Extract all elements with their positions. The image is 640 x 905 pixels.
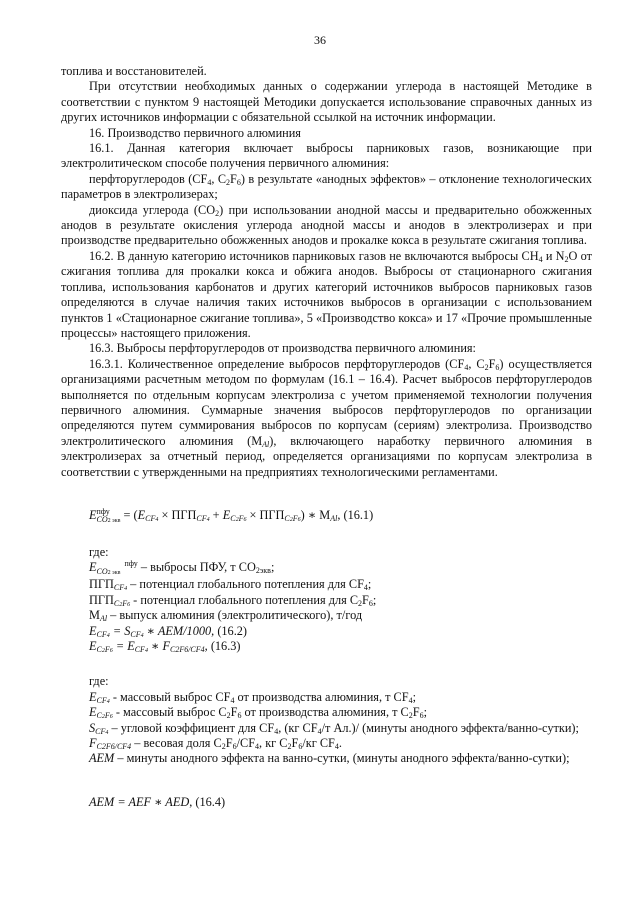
formula-16-2: $E_{CF4} = S_{CF4}$ ∗ AEM/1000, (16.2) — [89, 623, 248, 639]
paragraph-16-2: 16.2. В данную категорию источников парниковых газов не включаются выбросы $CH_4$ и $N_2O$ от сжигания топлива для прокалки кокса и обжига анодов. Выбросы от стационарного сжигания топлива, использования карбонатов и других категорий источников выбросов парниковых газов определяются в случае наличия таких источников выбросов в организации с использованием пунктов 1 «Стационарное сжигание топлива», 5 «Производство кокса» и 17 «Прочие промышленные процессы» настоящего приложения. — [61, 248, 592, 340]
formula-16-1: Eпфу CO2 экв = $(E_{CF4} \times ПГП_{CF4} + E_{C2F6} \times ПГП_{C2F6})$ ∗ $M_{Al}$, (16.1) — [89, 506, 374, 524]
paragraph-16-3-1: 16.3.1. Количественное определение выбросов перфторуглеродов ($CF_4$, $C_2F_6$) осуществляется организациями расчетным методом по формулам (16.1 – 16.4). Расчет выбросов перфторуглеродов выполняется по отдельным корпусам электролиза с учетом применяемой технологии получения первичного алюминия. Суммарные значения выбросов перфторуглеродов по организации определяются путем суммирования выбросов по корпусам (сериям) электролиза. Производство электролитического алюминия $(M_{Al})$, включающего наработку первичного алюминия в электролизерах за отчетный период, определяется организациями по корпусам электролиза в соответствии с утвержденными на предприятиях технологическими регламентами. — [61, 356, 592, 479]
def-gwp-cf4: $ПГП_{CF4}$ – потенциал глобального потепления для $CF_4$; — [89, 577, 372, 593]
section-heading-16-3: 16.3. Выбросы перфторуглеродов от производства первичного алюминия: — [89, 341, 476, 356]
formula-16-4: AEM = AEF ∗ AED, (16.4) — [89, 794, 226, 809]
def-mass-cf4: $E_{CF4}$ - массовый выброс $CF_4$ от производства алюминия, т $CF_4$; — [89, 689, 417, 705]
def-pfc-emissions: E пфу CO2 экв – выбросы ПФУ, т $CO_{2экв}$; — [89, 559, 275, 577]
def-aluminium-output: $M_{Al}$ – выпуск алюминия (электролитического), т/год — [89, 608, 363, 624]
section-heading-16: 16. Производство первичного алюминия — [89, 125, 301, 140]
def-gwp-c2f6: $ПГП_{C2F6}$ - потенциал глобального потепления для $C_2F_6$; — [89, 592, 377, 608]
paragraph-16-1: 16.1. Данная категория включает выбросы парниковых газов, возникающие при электролитическом способе получения первичного алюминия: — [61, 141, 592, 171]
def-slope-cf4: $S_{CF4}$ – угловой коэффициент для $CF_4$, (кг $CF_4/т$ Ал.)/ (минуты анодного эффекта/ванно-сутки); — [89, 720, 579, 736]
paragraph-pfc: перфторуглеродов ($CF_4$, $C_2F_6$) в результате «анодных эффектов» – отклонение технологических параметров в электролизерах; — [61, 171, 592, 202]
paragraph-carbon-data: При отсутствии необходимых данных о содержании углерода в настоящей Методике в соответствии с пунктом 9 настоящей Методики допускается использование справочных данных из других источников информации с обязательной ссылкой на источник информации. — [61, 79, 592, 125]
paragraph-co2: диоксида углерода $(CO_2)$ при использовании анодной массы и предварительно обожженных анодов в результате окисления углерода анодной массы и анодов в электролизерах и при производстве предварительно обожженных анодов и прокалке кокса в результате сжигания топлива. — [61, 202, 592, 248]
paragraph-fuel: топлива и восстановителей. — [61, 64, 207, 78]
def-weight-fraction: $F_{C2F6/CF4}$ – весовая доля $C_2F_6/CF_4$, кг $C_2F_6/кг$ $CF_4$. — [89, 736, 342, 752]
formula-16-3: $E_{C2F6} = E_{CF4}$ ∗ $F_{C2F6/CF4}$, (16.3) — [89, 639, 241, 654]
where-label-1: где: — [89, 544, 109, 559]
where-label-2: где: — [89, 674, 109, 689]
def-mass-c2f6: $E_{C2F6}$ - массовый выброс $C_2F_6$ от производства алюминия, т $C_2F_6$; — [89, 705, 428, 721]
def-anode-minutes: AEM – минуты анодного эффекта на ванно-сутки, (минуты анодного эффекта/ванно-сутки); — [89, 751, 570, 766]
document-body — [61, 64, 592, 810]
page-number: 36 — [314, 33, 326, 47]
